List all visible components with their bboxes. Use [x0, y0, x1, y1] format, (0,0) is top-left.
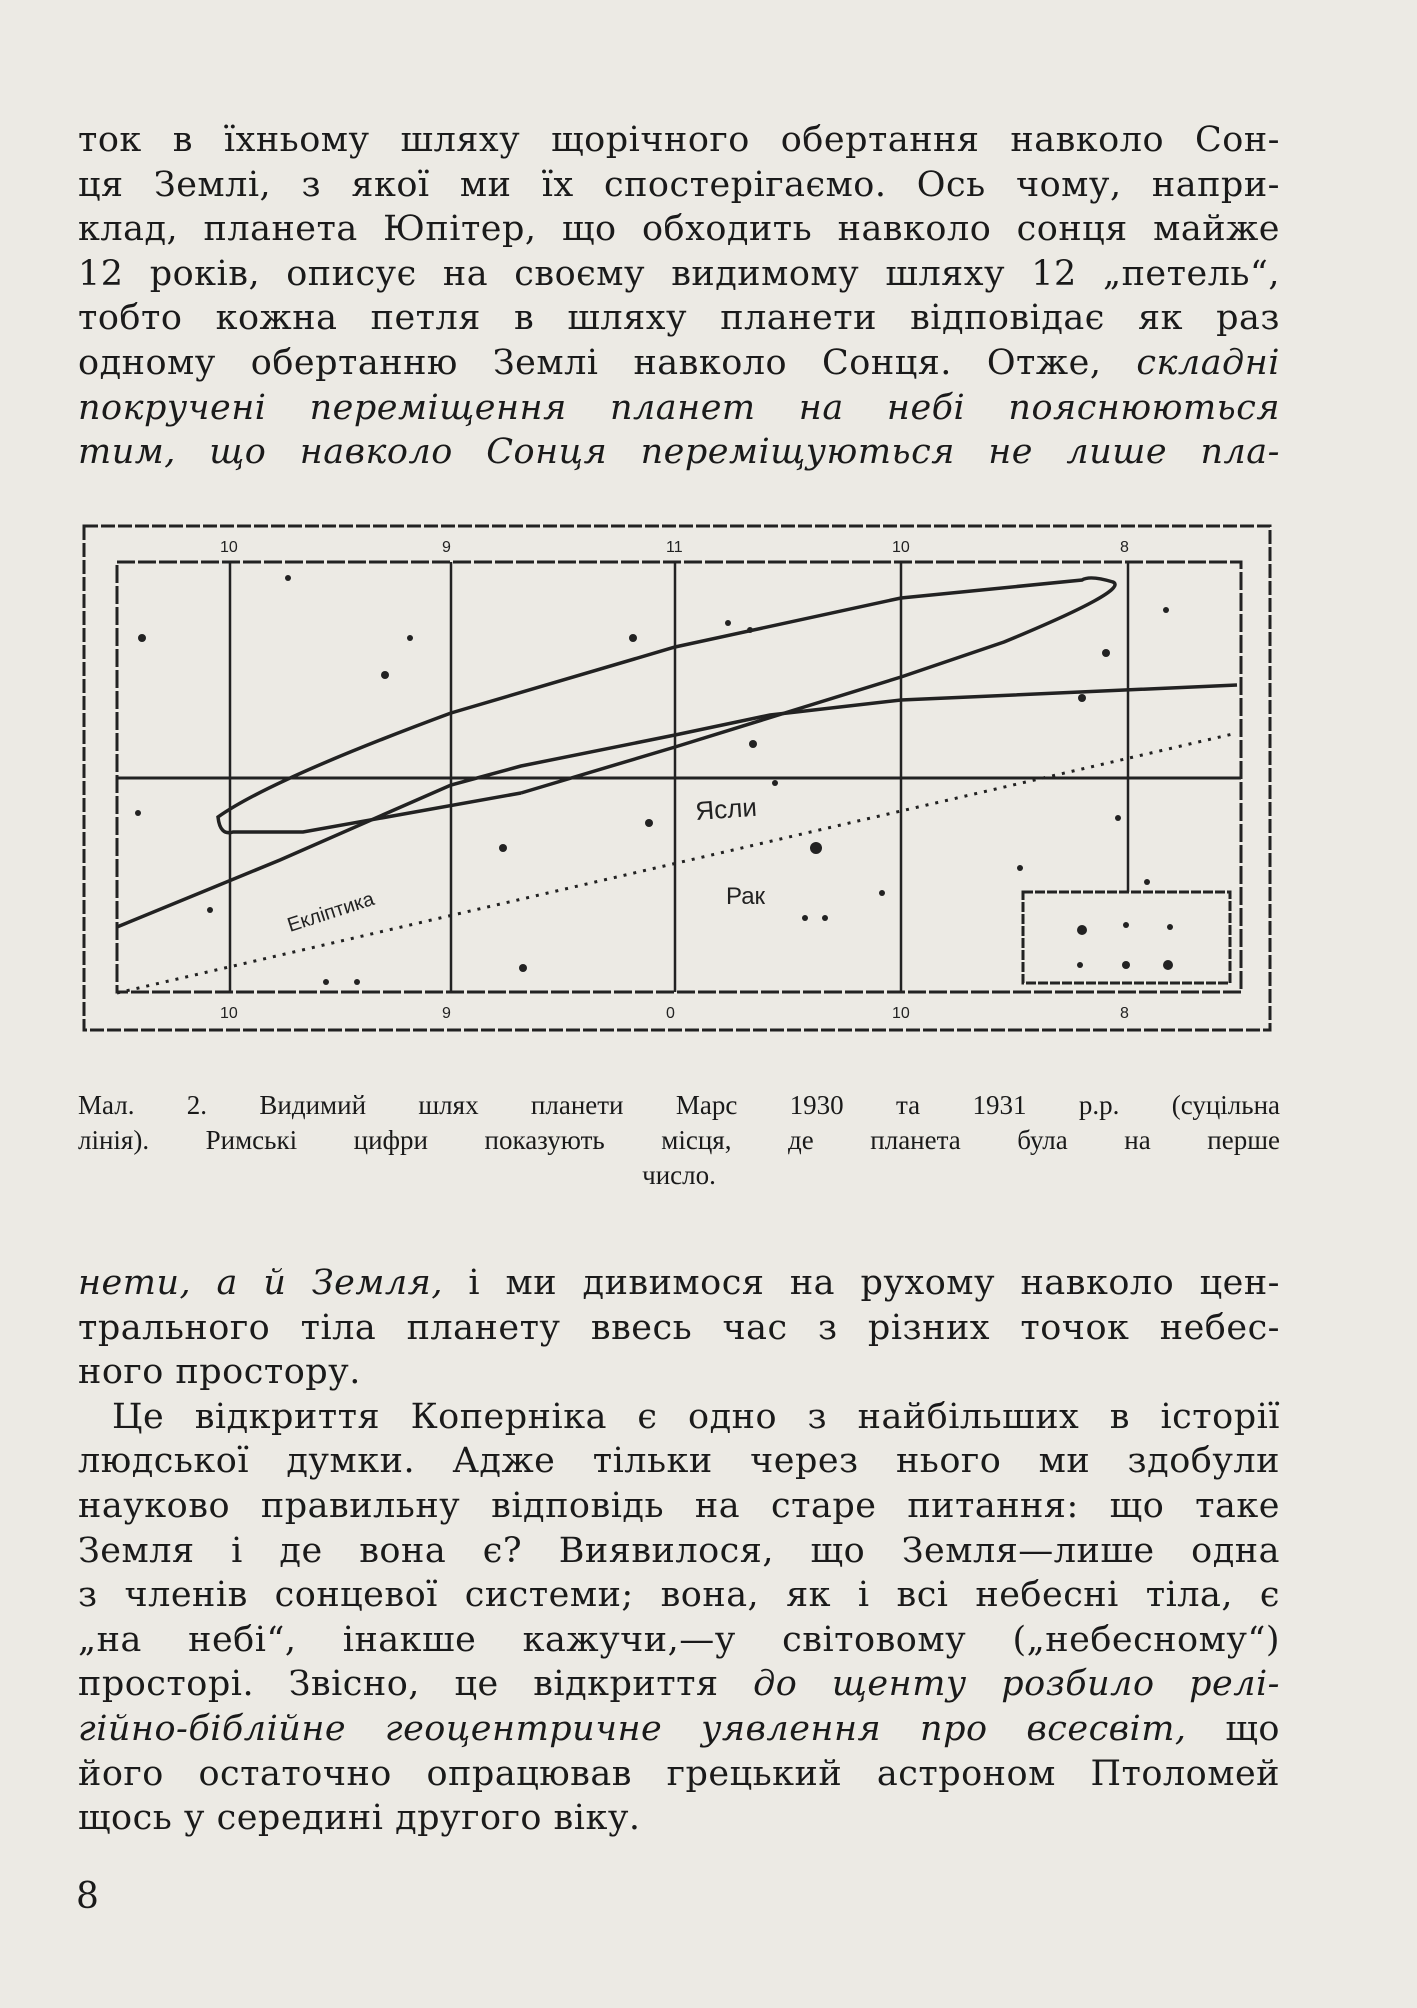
top-tick-4: 10: [892, 539, 910, 556]
text-line: [78, 1618, 1280, 1662]
mars-path-star-chart: [70, 520, 1290, 1040]
text-line: [78, 1350, 361, 1394]
text-line: [78, 1707, 1280, 1751]
text-line: [112, 1395, 1280, 1439]
bottom-tick-1: 10: [220, 1005, 238, 1022]
figure-caption-line-1: Мал. 2. Видимий шлях планети Марс 1930 та 1931 р.р. (суцільна: [78, 1090, 1280, 1120]
text-segment: „на небі“, інакше кажучи,—у світовому („небесному“): [78, 1619, 1280, 1660]
italic-text: тим, що навколо Сонця переміщуються не лише пла-: [78, 432, 1280, 473]
text-segment: клад, планета Юпітер, що обходить навколо сонця майже: [78, 209, 1280, 250]
text-line: [78, 1306, 1280, 1350]
text-segment: ного простору.: [78, 1352, 361, 1393]
text-line: [78, 1439, 1280, 1483]
text-segment: ця Землі, з якої ми їх спостерігаємо. Ось чому, напри-: [78, 164, 1280, 205]
text-segment: 12 років, описує на своєму видимому шляху 12 „петель“,: [78, 253, 1280, 294]
bottom-tick-4: 10: [892, 1005, 910, 1022]
text-line: [78, 163, 1280, 207]
text-line: [78, 1261, 1280, 1305]
figure-caption-line-3: число.: [642, 1160, 716, 1190]
text-line: [78, 1573, 1280, 1617]
bottom-tick-2: 9: [442, 1005, 451, 1022]
top-tick-1: 10: [220, 539, 238, 556]
text-segment: з членів сонцевої системи; вона, як і всі небесні тіла, є: [78, 1575, 1280, 1616]
text-segment: людської думки. Адже тільки через нього ми здобули: [78, 1441, 1280, 1482]
figure-caption-line-2: лінія). Римські цифри показують місця, де планета була на перше: [78, 1125, 1280, 1155]
bottom-tick-5: 8: [1120, 1005, 1129, 1022]
text-segment: трального тіла планету ввесь час з різних точок небес-: [78, 1307, 1280, 1348]
label-ecliptic: Екліптика: [284, 888, 378, 937]
text-line: [78, 1529, 1280, 1573]
text-segment: одному обертанню Землі навколо Сонця. Отже,: [78, 343, 1137, 383]
text-line: [78, 430, 1280, 474]
text-line: [78, 252, 1280, 296]
text-line: [78, 296, 1280, 340]
label-yasli: Ясли: [694, 791, 758, 826]
text-line: [78, 341, 1280, 385]
top-tick-3: 11: [666, 539, 683, 556]
text-segment: Земля і де вона є? Виявилося, що Земля—лише одна: [78, 1530, 1280, 1571]
italic-text: покручені переміщення планет на небі пояснюються: [78, 387, 1280, 428]
grid-lines: [117, 562, 1241, 992]
text-line: [78, 1796, 641, 1840]
page-number: 8: [76, 1876, 99, 1917]
mars-path-loop: [218, 578, 1115, 833]
text-line: [78, 1484, 1280, 1528]
text-line: [78, 1662, 1280, 1706]
label-rak: Рак: [726, 883, 766, 910]
text-segment: його остаточно опрацював грецький астроном Птоломей: [78, 1753, 1280, 1794]
italic-text: до щенту розбило релі-: [753, 1664, 1280, 1705]
text-segment: тобто кожна петля в шляху планети відповідає як раз: [78, 298, 1280, 339]
text-segment: просторі. Звісно, це відкриття: [78, 1664, 754, 1705]
text-line: [78, 118, 1280, 162]
text-segment: науково правильну відповідь на старе питання: що таке: [78, 1486, 1280, 1526]
italic-text: нети, а й Земля,: [78, 1263, 443, 1303]
top-tick-5: 8: [1120, 539, 1129, 556]
top-tick-2: 9: [442, 539, 451, 556]
italic-text: гійно-біблійне геоцентричне уявлення про всесвіт,: [78, 1709, 1187, 1749]
text-line: [78, 386, 1280, 430]
text-segment: і ми дивимося на рухому навколо цен-: [442, 1263, 1281, 1303]
italic-text: складні: [1136, 343, 1280, 383]
text-line: [78, 1752, 1280, 1796]
text-segment: ток в їхньому шляху щорічного обертання навколо Сон-: [78, 120, 1280, 160]
bottom-tick-3: 0: [666, 1005, 675, 1022]
text-segment: щось у середині другого віку.: [78, 1798, 641, 1839]
text-segment: що: [1186, 1709, 1280, 1749]
ecliptic-line: [117, 733, 1237, 993]
text-line: [78, 207, 1280, 251]
text-segment: Це відкриття Коперніка є одно з найбільших в історії: [112, 1396, 1280, 1437]
inset-box: [1023, 892, 1230, 983]
